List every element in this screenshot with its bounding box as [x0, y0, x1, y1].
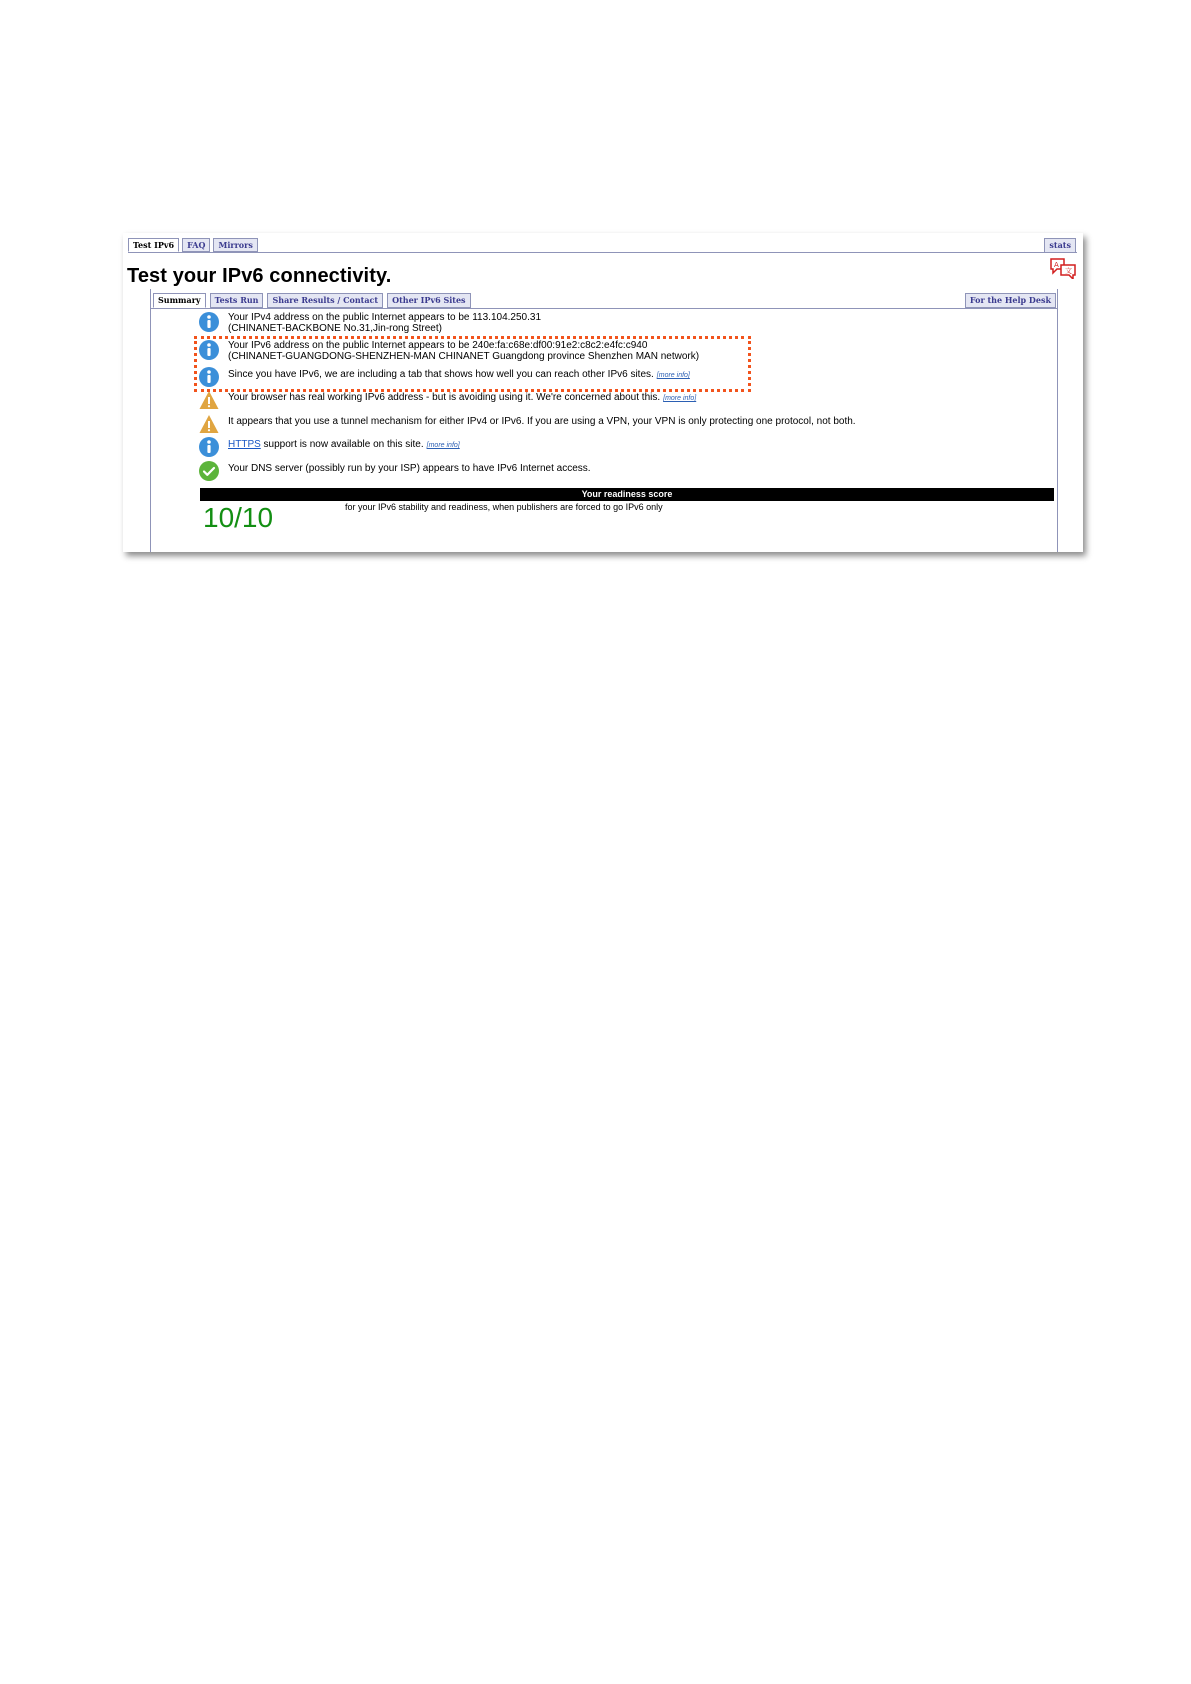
more-info-link[interactable]: [more info] — [656, 372, 690, 379]
svg-text:A: A — [1054, 261, 1059, 269]
ipv6-tab-note-text: Since you have IPv6, we are including a tab that shows how well you can reach other IPv6 sites. — [228, 369, 654, 380]
result-tunnel — [199, 414, 856, 434]
tab-share-results[interactable]: Share Results / Contact — [267, 293, 383, 308]
dns-text: Your DNS server (possibly run by your ISP) appears to have IPv6 Internet access. — [228, 463, 591, 474]
ipv6-network-text: (CHINANET-GUANGDONG-SHENZHEN-MAN CHINANET Guangdong province Shenzhen MAN network) — [228, 351, 700, 362]
ipv6-address-text: Your IPv6 address on the public Internet appears to be 240e:fa:c68e:df00:91e2:c8c2:e4fc:c940 — [228, 340, 648, 351]
tab-test-ipv6[interactable]: Test IPv6 — [128, 238, 179, 252]
tab-other-ipv6-sites[interactable]: Other IPv6 Sites — [387, 293, 470, 308]
tab-tests-run[interactable]: Tests Run — [210, 293, 264, 308]
translate-icon[interactable] — [1049, 257, 1077, 279]
page-title: Test your IPv6 connectivity. — [127, 265, 392, 287]
top-tab-rule — [128, 252, 1077, 253]
result-avoiding-ipv6 — [199, 390, 696, 410]
check-icon — [199, 461, 219, 481]
ipv4-address-text: Your IPv4 address on the public Internet appears to be 113.104.250.31 — [228, 312, 542, 323]
ipv4-network-text: (CHINANET-BACKBONE No.31,Jin-rong Street) — [228, 323, 442, 334]
sub-tab-bar — [153, 293, 471, 308]
result-dns — [199, 461, 591, 481]
more-info-link[interactable]: [more info] — [426, 442, 460, 449]
results-panel — [150, 289, 1058, 552]
https-link[interactable]: HTTPS — [228, 439, 261, 450]
tab-summary[interactable]: Summary — [153, 293, 206, 308]
tab-faq[interactable]: FAQ — [182, 238, 210, 252]
screenshot-frame — [123, 233, 1083, 552]
warning-icon — [199, 390, 219, 410]
highlight-box — [194, 336, 751, 392]
readiness-score-header: Your readiness score — [200, 488, 1054, 501]
sub-tab-rule — [151, 308, 1057, 309]
svg-text:文: 文 — [1065, 267, 1072, 275]
warning-icon — [199, 414, 219, 434]
info-icon — [199, 437, 219, 457]
readiness-score-value: 10/10 — [203, 502, 274, 533]
result-ipv4 — [199, 312, 541, 334]
tab-mirrors[interactable]: Mirrors — [213, 238, 257, 252]
top-tab-bar — [128, 238, 258, 252]
result-https — [199, 437, 460, 457]
tab-help-desk[interactable]: For the Help Desk — [965, 293, 1056, 308]
readiness-score-note: for your IPv6 stability and readiness, when publishers are forced to go IPv6 only — [345, 502, 663, 512]
https-text: support is now available on this site. — [260, 439, 424, 450]
avoiding-ipv6-text: Your browser has real working IPv6 address - but is avoiding using it. We're concerned about this. — [228, 392, 661, 403]
more-info-link[interactable]: [more info] — [663, 395, 697, 402]
info-icon — [199, 312, 219, 332]
tab-stats[interactable]: stats — [1044, 238, 1076, 253]
tunnel-text: It appears that you use a tunnel mechanism for either IPv4 or IPv6. If you are using a VPN, your VPN is only protecting one protocol, not both. — [228, 416, 856, 427]
